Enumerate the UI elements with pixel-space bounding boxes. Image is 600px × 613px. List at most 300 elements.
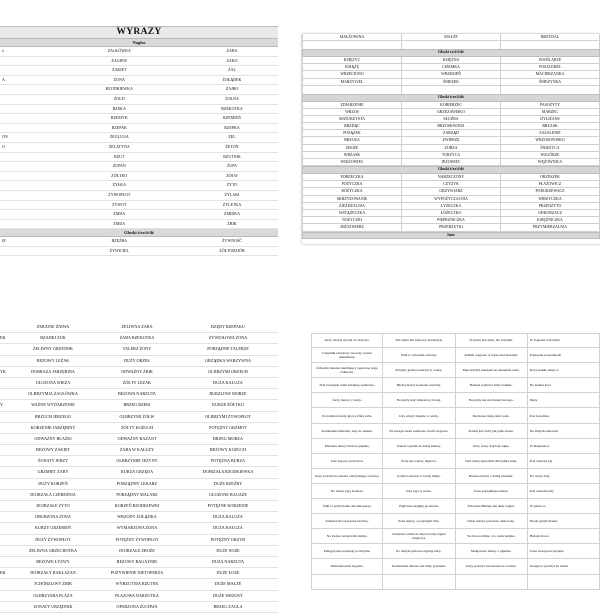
table-cell: RZEKOTKA xyxy=(221,105,243,111)
table-row xyxy=(0,602,278,613)
table-cell: KOBIERZEC xyxy=(402,102,501,109)
table-row xyxy=(302,123,600,130)
table-cell: ŻONA xyxy=(113,76,125,82)
table-cell: ŻÓŁTKO xyxy=(111,172,128,178)
table-cell: Na żwirze leżała żółta żmija. xyxy=(311,529,383,543)
table-row xyxy=(302,109,600,116)
table-cell xyxy=(0,356,14,366)
table-cell: BRZEG ŻAGLA xyxy=(213,603,243,609)
table-cell: Y xyxy=(0,402,4,408)
table-row xyxy=(0,105,278,115)
table-cell: GRZYWIARZ xyxy=(402,188,501,195)
table-cell: DUŻE RZEŹBY xyxy=(213,480,243,486)
table-cell: GRZEZAWISKO xyxy=(402,109,501,116)
table-cell xyxy=(0,247,53,256)
table-cell: ŻÓŁTY KOŻUCH xyxy=(120,424,154,430)
table-cell: Pod jarzębiną xyxy=(528,408,600,422)
table-cell: BRZEG RZEKI xyxy=(123,402,151,408)
table-cell: PORZECZKA xyxy=(302,174,402,181)
table-cell: ŻABA W KAŁUŻY xyxy=(119,447,155,453)
table-cell: Nad brzegiem rzeki leżakują wędkarze. xyxy=(311,378,383,392)
table-cell: ŻELIWNA GRZECHOTKA xyxy=(28,547,78,553)
table-cell xyxy=(0,479,14,489)
table-cell: Urzędnik zrządowy twoorzy ważne dokumenty. xyxy=(311,348,383,362)
table-cell: Te plaża jest duża, nie brzydka. xyxy=(456,333,528,347)
table-cell: Na brzegu rzeki wędkarze łowili węgorze. xyxy=(383,424,455,438)
table-cell xyxy=(311,575,383,589)
table-cell: Grzmot uderzył w brzeg żmija. xyxy=(383,469,455,483)
table-cell: Nad rzeką sprzedam ołbrzymią żabę. xyxy=(456,454,528,468)
table-cell: Potężny grzmot uderzył w wieżę. xyxy=(383,363,455,377)
table-cell: PODGRZEWACZ xyxy=(501,188,600,195)
table-cell: ODWAŻNY BAŻANT xyxy=(117,435,157,441)
table-row xyxy=(302,64,600,71)
table-cell: ZWIERZĘ xyxy=(402,137,501,144)
table-row xyxy=(302,130,600,137)
table-cell: OLBRZYMIE JEŻYNY xyxy=(116,458,158,464)
table-cell: Żołnierz ma oparzoną żuchwę. xyxy=(311,514,383,528)
table-cell: O xyxy=(2,143,5,149)
table-cell: WSTĄŻECZKA xyxy=(302,210,402,217)
table-cell xyxy=(0,201,53,210)
table-cell xyxy=(0,191,53,200)
table-row xyxy=(0,367,278,378)
table-row xyxy=(0,85,278,95)
table-row xyxy=(0,557,278,568)
table-cell: ŻAKO xyxy=(226,57,238,63)
table-cell: MATURZYSTA xyxy=(302,116,402,123)
table-cell: Żaneta wpadła do dużej kałuży. xyxy=(383,439,455,453)
section-header: Głoski rz/ż/ź/dż xyxy=(302,49,600,57)
table-cell: PRZENZYTO xyxy=(501,203,600,210)
table-cell: Grzegorz wyłożył na ziemi xyxy=(528,559,600,573)
table-cell: MARZYCIEL xyxy=(302,79,402,86)
table-cell xyxy=(0,85,53,94)
table-cell: Jerzy wazy dojrzały ząmę. xyxy=(456,439,528,453)
table-row xyxy=(0,210,278,220)
table-row xyxy=(0,237,278,247)
table-row xyxy=(302,217,600,224)
table-row xyxy=(302,159,600,166)
table-cell: Jeże żyją w norze. xyxy=(383,484,455,498)
table-row xyxy=(0,389,278,400)
table-cell: BEŻOWY LEŻAK xyxy=(36,357,70,363)
table-row xyxy=(0,114,278,124)
table-cell: KORZENIE JARZĘBINY xyxy=(30,424,76,430)
table-cell: WRZASK xyxy=(302,152,402,159)
table-cell: Pokrętom na krzakach xyxy=(528,348,600,362)
table-cell: PORZĄDNY LEKARZ xyxy=(116,480,158,486)
table-cell: Ten żajun ma bieżowy kobierzyk. xyxy=(383,333,455,347)
table-cell xyxy=(0,412,14,422)
table-cell xyxy=(0,378,14,388)
table-cell: ZDIARZENIE xyxy=(302,102,402,109)
table-cell: WIOŚLARZE xyxy=(501,57,600,64)
table-cell: DUŻA KAŁUŻA xyxy=(213,379,243,385)
table-row xyxy=(0,57,278,67)
table-cell: W Rzepinie w xyxy=(528,439,600,453)
table-cell: Żona Grzegorza płynęła xyxy=(528,544,600,558)
table-row xyxy=(302,137,600,144)
table-cell: W Żagania wybuchła xyxy=(528,333,600,347)
table-cell: UŁOŻONE BAGAŻE xyxy=(209,491,247,497)
table-cell: Marzena marzy bielowa pijamę. xyxy=(311,439,383,453)
table-cell: KSIĘŻNICZKA xyxy=(501,217,600,224)
table-cell: OBURZONA ŻONA xyxy=(35,514,71,520)
table-row xyxy=(0,47,278,57)
table-cell xyxy=(0,220,53,229)
table-cell: ON xyxy=(2,134,8,140)
table-cell: ŻELIWNA ŻABA xyxy=(121,324,153,329)
table-cell: MARZEC xyxy=(501,109,600,116)
table-cell: ORZESZEK xyxy=(501,174,600,181)
table-cell: ŻYLAKI xyxy=(224,191,240,197)
table-cell: BRZUCH JERZEGO xyxy=(34,413,72,419)
table-cell: ŻEL xyxy=(228,134,236,140)
table-cell: ŻONATY JERZY xyxy=(37,458,69,464)
table-cell: SŁUŻBA xyxy=(402,116,501,123)
table-cell xyxy=(528,575,600,589)
table-cell: Kiedy grzybobranie xyxy=(528,514,600,528)
table-row xyxy=(311,439,600,454)
table-cell: RZEPAK xyxy=(111,124,127,130)
table-row xyxy=(0,133,278,143)
table-cell: DUŻA KALUŻA xyxy=(213,514,243,520)
table-cell: RZEMIEŃ xyxy=(223,115,241,121)
table-cell: ŻYWNOŚĆ xyxy=(222,238,242,244)
table-cell: KORZEŃ RZODKIEWKI xyxy=(114,503,160,508)
table-cell: Kołdzianka Marzeny leży na leżaku. xyxy=(311,424,383,438)
table-row xyxy=(0,535,278,546)
table-cell: DOBRAZA JARZĘBINA xyxy=(31,368,75,374)
sentence-table xyxy=(311,333,600,590)
table-cell: BRZASK xyxy=(501,123,600,130)
table-cell xyxy=(0,389,14,399)
table-cell: KURZE ŻÓŁTKO xyxy=(212,402,244,408)
table-row xyxy=(0,76,278,86)
table-cell: EK xyxy=(0,335,6,341)
table-row xyxy=(0,153,278,163)
table-cell: Na plaży leży bzikołowy brzeg. xyxy=(383,393,455,407)
table-cell: SKRZYŻOWANIE xyxy=(302,196,402,203)
table-cell: DYLIŻANS xyxy=(501,116,600,123)
table-row xyxy=(302,145,600,152)
table-row xyxy=(0,124,278,134)
table-cell: ŻYŁKA xyxy=(112,182,127,188)
table-cell: ZBOŻE xyxy=(302,145,402,152)
table-cell xyxy=(0,579,14,589)
table-row xyxy=(302,174,600,181)
table-cell: ZAGŁÓWKA xyxy=(107,48,131,53)
table-cell: DOJRZAŁY BAKŁAŻAN xyxy=(30,570,76,576)
table-cell: ŻUPA xyxy=(226,163,238,169)
table-cell: POTĘŻNA BURZA xyxy=(210,458,246,464)
table-cell: ŚNIEŻEK xyxy=(402,79,501,86)
table-cell: ŻEGLUGA xyxy=(109,134,129,140)
table-cell: Mąż dołożył pieniądz na narzędzie żony. xyxy=(456,363,528,377)
spacer-row xyxy=(302,86,600,94)
table-cell: WRZESIEŃ xyxy=(402,71,501,78)
table-cell: ŻYWICIEL xyxy=(109,247,129,253)
table-cell: Na wieży żyją żwierze. xyxy=(311,484,383,498)
table-row xyxy=(0,546,278,557)
table-row xyxy=(0,479,278,490)
table-cell: JEŻOWIEC xyxy=(402,159,501,166)
table-cell: Żona marzy o potężnym bzie. xyxy=(383,514,455,528)
table-cell: RZUTNIK xyxy=(223,153,241,159)
table-cell xyxy=(0,546,14,556)
table-cell: PRZYMIERZALNIA xyxy=(501,224,600,231)
table-row xyxy=(302,79,600,86)
table-cell: ŻMIJA xyxy=(113,211,126,217)
table-cell: OLBRZYMI ŻÓŁW xyxy=(119,413,155,419)
table-cell: ZAŻALENIE xyxy=(501,130,600,137)
table-row xyxy=(0,191,278,201)
table-cell xyxy=(0,434,14,444)
spacer-row xyxy=(302,41,600,49)
table-row xyxy=(302,152,600,159)
table-cell: Duży xyxy=(528,393,600,407)
table-cell: Bażant ma na xyxy=(528,529,600,543)
table-cell: POŻYCZKA xyxy=(302,181,402,188)
table-cell: GRZMIET ŻABY xyxy=(37,469,69,475)
table-cell: WĘŻOWNICA xyxy=(501,159,600,166)
table-cell: ŻMIDKA xyxy=(224,211,240,217)
section-header: Głoski ż/rz/ź/dż xyxy=(302,166,600,174)
table-row xyxy=(0,568,278,579)
table-row xyxy=(311,408,600,423)
table-cell: OLBRZYMIA PLAŻA xyxy=(33,592,73,598)
table-cell: ŚNIEŻYCA xyxy=(501,145,600,152)
table-row xyxy=(0,172,278,182)
table-cell: PŁAZOWA NARZUTKA xyxy=(115,592,159,598)
table-cell: WYMARZONA ŻONA xyxy=(116,525,158,531)
table-cell: Żagłówka żeglują po morzu. xyxy=(383,499,455,513)
table-cell: ŻYWOT xyxy=(112,201,127,207)
table-cell: DOJRZAŁE ŻBOŻE xyxy=(119,547,155,553)
table-cell: Odważni lekarze handlujący ogarzoną nogę żołnierza. xyxy=(311,363,383,377)
table-cell: Jeży ułożył bagaże w wieży. xyxy=(383,408,455,422)
table-cell: Żonkil jest żółty jak jajko kurze. xyxy=(456,424,528,438)
table-cell: Obok talerza położono duże noże. xyxy=(456,514,528,528)
table-cell: DUŻA KAŁUŻA xyxy=(213,525,243,531)
table-row xyxy=(311,529,600,544)
table-cell: PRZERZUTKI xyxy=(402,224,501,231)
header-cell: BRZYDAL xyxy=(501,34,600,41)
table-row xyxy=(0,501,278,512)
table-cell: Żuki to pożywianie dla nietoperzy. xyxy=(311,499,383,513)
table-cell: KSIĘŻYC xyxy=(302,57,402,64)
table-row xyxy=(0,95,278,105)
table-row xyxy=(0,467,278,478)
table-cell: NARZECZONY xyxy=(402,174,501,181)
table-row xyxy=(311,333,600,348)
table-cell: POTĘŻNY GRZMOT xyxy=(209,424,247,430)
section-header: Głoski ż/rz/ź/dż xyxy=(0,229,278,237)
table-row xyxy=(311,454,600,469)
table-cell: ŻOŁĄDEK xyxy=(222,76,242,82)
table-cell: Żabówka Błażeja ma duży żagiel. xyxy=(456,499,528,513)
table-cell: Jerzy marzy o burzy. xyxy=(311,393,383,407)
table-cell: TCHÓRZLIWY ŻBIK xyxy=(33,581,73,587)
table-cell xyxy=(456,575,528,589)
table-cell: Kozy kupiła sklep w xyxy=(528,363,600,377)
header-row xyxy=(302,34,600,41)
table-row xyxy=(0,445,278,456)
table-row xyxy=(311,424,600,439)
table-row xyxy=(311,348,600,363)
table-cell xyxy=(0,535,14,545)
table-cell: RZĘDY RZEPAKU xyxy=(211,324,245,329)
table-row xyxy=(0,247,278,257)
table-cell: WRZODY ŻOŁĄDKA xyxy=(117,514,157,520)
table-cell: Błażej marzy kozienie wierzby. xyxy=(383,378,455,392)
table-cell: RZADKI ŻUK xyxy=(40,335,66,341)
table-cell xyxy=(0,523,14,533)
table-cell: Te żnowu żmija, a to nuda żmijka. xyxy=(456,529,528,543)
table-cell: DUŻA NARZUTA xyxy=(211,558,245,564)
phrase-table xyxy=(0,322,278,613)
table-cell: ŻOŁNA xyxy=(225,95,239,101)
table-row xyxy=(0,378,278,389)
table-cell: ŻETON xyxy=(225,143,239,149)
table-cell xyxy=(0,591,14,601)
table-cell: BEŻOWY KOŻUCH xyxy=(209,447,247,453)
table-cell: RÓŻYCZKA xyxy=(302,188,402,195)
table-cell: Jerzy włożył życzki do brzytwy. xyxy=(311,333,383,347)
word-table xyxy=(302,102,600,167)
word-sheet-top-right xyxy=(302,34,600,244)
table-cell: RZEMYK xyxy=(110,115,128,121)
table-cell: ŁYŻECZKA xyxy=(402,203,501,210)
table-cell: DUŻY ORZEŁ xyxy=(123,357,150,363)
table-cell xyxy=(383,575,455,589)
table-cell: DUŻE WRZOSY xyxy=(213,592,243,598)
table-cell: ŻÓŁTODZIÓB xyxy=(219,247,245,253)
section-header: Nagłos xyxy=(0,39,278,47)
table-cell: ŻAL xyxy=(228,67,236,73)
table-cell: KSIĄŻĘ xyxy=(302,64,402,71)
table-cell: Na zbiłym talerzach xyxy=(528,424,600,438)
table-cell: BEŻOWY BAGAŻNIK xyxy=(116,558,158,564)
table-row xyxy=(0,434,278,445)
table-cell xyxy=(0,490,14,500)
header-cell: MAŁŻE xyxy=(402,34,501,41)
table-cell xyxy=(0,66,53,75)
table-cell: ŻAJRO xyxy=(225,86,239,92)
table-cell: POŻYWIENIE NIETOPERZA xyxy=(110,570,164,576)
table-cell: ŻOŁD xyxy=(113,95,125,101)
table-cell: ŻUPAN xyxy=(112,163,126,169)
table-cell xyxy=(0,557,14,567)
table-cell: Jadłam węgorze w barze nad morzem. xyxy=(456,348,528,362)
table-cell: DUŻE MAŁŻE xyxy=(214,581,242,587)
table-cell xyxy=(0,322,14,332)
table-cell: POTĘŻNY ŻYWOPŁOT xyxy=(115,536,159,542)
table-cell xyxy=(0,456,14,466)
table-cell: WYRZUTNIA RZUTEK xyxy=(115,581,159,587)
table-row xyxy=(0,322,278,333)
word-sheet-top-left xyxy=(0,26,278,253)
table-cell: IE xyxy=(2,238,6,244)
table-cell: POSĄŻEK xyxy=(302,130,402,137)
table-cell: ŻELATYNA xyxy=(108,143,130,149)
table-cell: PASOŻYTY xyxy=(501,102,600,109)
table-cell: ŻYLETKA xyxy=(222,201,242,207)
table-cell: Na kołdrze leżały głowy żółtą żaba. xyxy=(311,408,383,422)
table-row xyxy=(0,162,278,172)
table-cell: BEŻOWE ŁYŻWY xyxy=(36,558,70,564)
table-cell: DUŻE NOŻE xyxy=(216,547,240,553)
table-cell: Na plaży nie ma burzej żuwego. xyxy=(456,393,528,407)
table-cell: WYPOŻYCZALNIA xyxy=(402,196,501,203)
table-cell xyxy=(0,181,53,190)
table-cell: ŻYWOPŁOT xyxy=(108,191,131,197)
table-cell: WRZOSOWISKO xyxy=(501,137,600,144)
table-cell: TALERZ ŻONY xyxy=(122,346,152,352)
table-cell: POTĘŻNE KORZENIE xyxy=(207,503,249,508)
table-cell: DOJRZAŁE ŻYTO xyxy=(36,503,70,508)
table-cell: ODWAŻNY ŻBIK xyxy=(121,368,153,374)
table-row xyxy=(302,188,600,195)
table-row xyxy=(311,363,600,378)
table-cell xyxy=(0,153,53,162)
table-row xyxy=(302,57,600,64)
word-table xyxy=(302,174,600,232)
table-cell xyxy=(0,467,14,477)
table-cell: JEŻOZWIERZ xyxy=(302,224,402,231)
table-cell: ŻABA xyxy=(226,48,238,53)
table-row xyxy=(302,102,600,109)
table-cell: ŚNIEŻYNKA xyxy=(501,79,600,86)
table-row xyxy=(0,143,278,153)
table-row xyxy=(302,71,600,78)
table-cell: BRZOSKWINIA xyxy=(402,123,501,130)
table-cell xyxy=(0,501,14,511)
table-cell xyxy=(0,172,53,181)
table-cell: A xyxy=(2,76,5,82)
table-cell: ŻYTO xyxy=(226,182,238,188)
table-cell: Bożena marzy o żółtej pizamie. xyxy=(456,469,528,483)
table-cell: Kołdzianka lekarza ma duży grzebień. xyxy=(383,559,455,573)
table-cell: WIKŻOWIEC xyxy=(302,159,402,166)
table-cell: BRZDĄC xyxy=(302,123,402,130)
table-cell: RZEPKA xyxy=(224,124,240,130)
table-row xyxy=(311,499,600,514)
table-cell xyxy=(0,344,14,354)
table-cell: ODWAŻNY BŁAŻEJ xyxy=(34,435,72,441)
table-cell xyxy=(0,105,53,114)
table-row xyxy=(302,203,600,210)
word-table xyxy=(302,57,600,86)
table-cell: W parku ro xyxy=(528,499,600,513)
table-row xyxy=(0,591,278,602)
table-cell xyxy=(0,445,14,455)
table-row xyxy=(0,579,278,590)
table-cell: ZARZĄD xyxy=(402,130,501,137)
table-cell: WIRZYCZKA xyxy=(501,196,600,203)
table-cell: TURZYCA xyxy=(402,152,501,159)
table-cell: BRZOZA xyxy=(302,137,402,144)
table-cell: Żbik to odważne zwierzę. xyxy=(383,348,455,362)
table-cell: OLBRZYMI ORZECH xyxy=(208,368,248,374)
table-cell xyxy=(0,210,53,219)
table-row xyxy=(0,333,278,344)
table-row xyxy=(0,456,278,467)
table-row xyxy=(311,393,600,408)
section-header: Inne xyxy=(302,232,600,240)
table-cell: ŻELIWNY GRZEJNIK xyxy=(33,346,73,352)
